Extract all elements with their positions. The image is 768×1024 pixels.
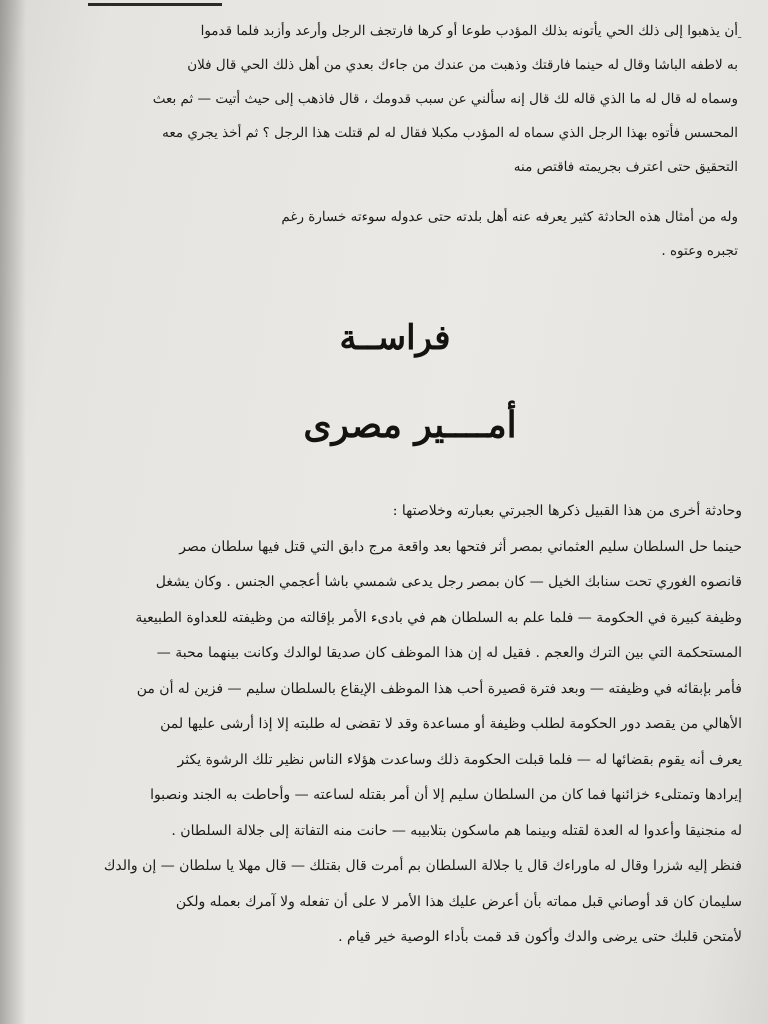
text-line: وسماه له قال له ما الذي قاله لك قال إنه سألني عن سبب قدومك ، قال فاذهب إلى حيث أتيت — ثم بعث xyxy=(152,91,738,107)
text-line: به لاطفه الباشا وقال له حينما فارقتك وذهبت من عندك من جاءك بعدي من أهل ذلك الحي قال فلان xyxy=(187,57,738,73)
text-line: فأمر بإبقائه في وظيفته — وبعد فترة قصيرة أحب هذا الموظف الإيقاع بالسلطان سليم — فزين له أن من xyxy=(136,680,742,697)
top-rule xyxy=(88,3,222,6)
text-line: حينما حل السلطان سليم العثماني بمصر أثر فتحها بعد واقعة مرج دابق التي قتل فيها سلطان مصر xyxy=(179,538,742,555)
margin-mark: ـ xyxy=(738,28,742,41)
section-subheading: أمــــير مصرى xyxy=(303,404,517,446)
text-line: وظيفة كبيرة في الحكومة — فلما علم به السلطان هم في بادىء الأمر بإقالته من وظيفته للعداوة الطبيعية xyxy=(135,609,742,626)
lower-paragraphs xyxy=(58,494,742,956)
text-line: المستحكمة التي بين الترك والعجم . فقيل له إن هذا الموظف كان صديقا لوالدك وكانت بينهما محبة — xyxy=(156,645,742,661)
text-line: قانصوه الغوري تحت سنابك الخيل — كان بمصر رجل يدعى شمسي باشا أعجمي الجنس . وكان يشغل xyxy=(155,574,742,590)
upper-paragraphs xyxy=(70,14,738,268)
text-line: إيرادها وتمتلىء خزائنها فما كان من السلطان سليم إلا أن أمر بقتله لساعته — وأحاطت به الجند ونصبوا xyxy=(150,787,742,803)
text-line: فنظر إليه شزرا وقال له ماوراءك قال يا جلالة السلطان بم أمرت قال بقتلك — قال مهلا يا سلطان — إن والدك xyxy=(103,858,742,874)
text-line: سليمان كان قد أوصاني قبل مماته بأن أعرض عليك هذا الأمر لا على أن تفعله ولا آمرك بعمله ولكن xyxy=(175,893,742,910)
binding-shadow xyxy=(0,0,26,1024)
section-heading: فراســة xyxy=(339,318,451,358)
text-line: تجبره وعتوه . xyxy=(661,243,738,259)
text-line: المحسس فأتوه بهذا الرجل الذي سماه له المؤدب مكبلا فقال له لم قتلت هذا الرجل ؟ ثم أخذ يجري معه xyxy=(162,125,738,141)
text-line: لأمتحن قلبك حتى يرضى والدك وأكون قد قمت بأداء الوصية خير قيام . xyxy=(338,929,742,945)
text-line: له منجنيقا وأعدوا له العدة لقتله وبينما هم ماسكون بتلابيبه — حانت منه التفاتة إلى جلالة السلطان . xyxy=(171,822,742,839)
text-line: أن يذهبوا إلى ذلك الحي يأتونه بذلك المؤدب طوعا أو كرها فارتجف الرجل وأرعد وأزبد فلما قدموا xyxy=(200,23,738,39)
text-line: وحادثة أخرى من هذا القبيل ذكرها الجبرتي بعبارته وخلاصتها : xyxy=(392,503,742,519)
text-line: الأهالي من يقصد دور الحكومة لطلب وظيفة أو مساعدة وقد لا تقضى له طلبته إلا إذا أرشى عليها لمن xyxy=(160,716,742,732)
text-line: التحقيق حتى اعترف بجريمته فاقتص منه xyxy=(513,159,738,175)
text-line: يعرف أنه يقوم بقضائها له — فلما قبلت الحكومة ذلك وساعدت هؤلاء الناس نظير تلك الرشوة يكثر xyxy=(177,751,742,768)
text-line: وله من أمثال هذه الحادثة كثير يعرفه عنه أهل بلدته حتى عدوله سوءته خسارة رغم xyxy=(281,209,738,225)
